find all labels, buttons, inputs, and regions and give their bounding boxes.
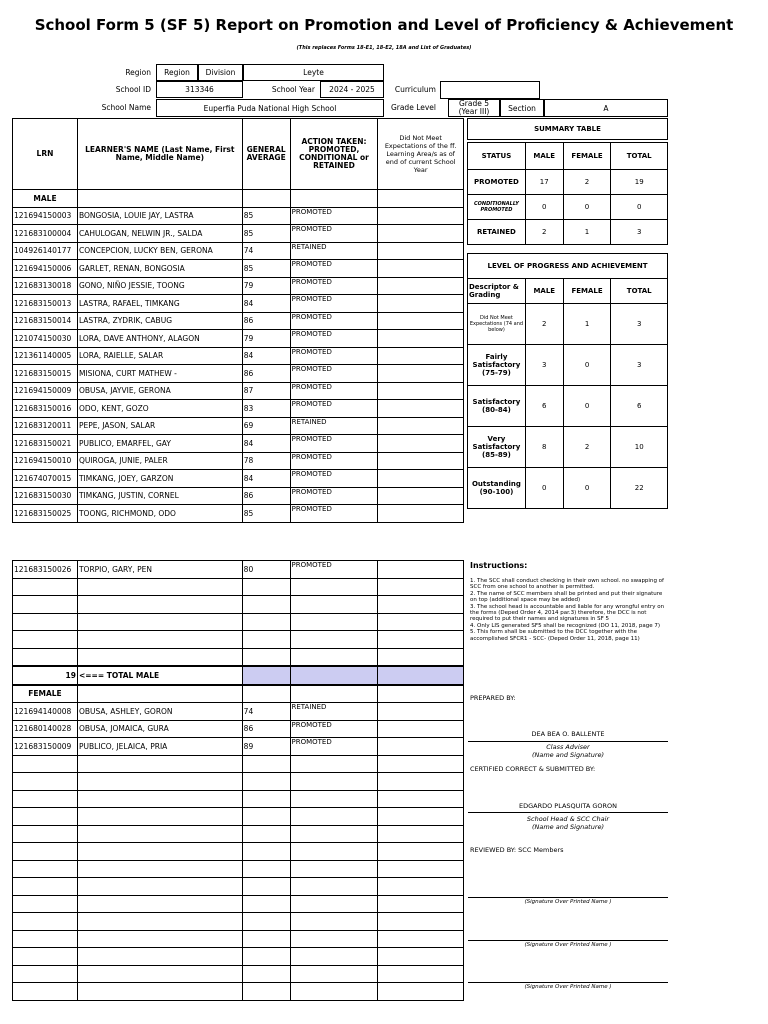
adviser-sub: (Name and Signature) [531, 751, 605, 759]
summary-male: 0 [525, 195, 563, 220]
progress-total: 3 [611, 345, 668, 386]
average-cell: 69 [242, 417, 290, 435]
lrn-cell: 121694150003 [13, 207, 78, 225]
dnme-cell [378, 207, 464, 225]
action-cell: PROMOTED [290, 312, 378, 330]
table-row [13, 435, 464, 453]
action-cell: PROMOTED [290, 225, 378, 243]
progress-female: 2 [563, 427, 611, 468]
col-lrn: LRN [13, 119, 78, 190]
school-id-value: 313346 [156, 81, 243, 98]
average-cell: 79 [242, 277, 290, 295]
summary-male: 2 [525, 220, 563, 245]
name-cell: LASTRA, RAFAEL, TIMKANG [77, 295, 242, 313]
certified-label: CERTIFIED CORRECT & SUBMITTED BY: [470, 765, 596, 773]
dnme-cell [378, 703, 464, 721]
name-cell: GONO, NIÑO JESSIE, TOONG [77, 277, 242, 295]
empty-row [13, 860, 464, 878]
progress-desc: Outstanding (90-100) [468, 468, 526, 509]
name-cell: LASTRA, ZYDRIK, CABUG [77, 312, 242, 330]
summary-female: 2 [563, 170, 611, 195]
table-row [13, 277, 464, 295]
grade-level-value: Grade 5 (Year III) [448, 99, 500, 117]
average-cell: 85 [242, 225, 290, 243]
learner-table-page2 [12, 560, 464, 1001]
empty-row [13, 948, 464, 966]
table-row [13, 400, 464, 418]
progress-male: 8 [525, 427, 563, 468]
reviewed-label: REVIEWED BY: SCC Members [470, 846, 564, 854]
name-cell: TOONG, RICHMOND, ODO [77, 505, 242, 523]
summary-row [468, 195, 668, 220]
summary-h-status: STATUS [468, 143, 526, 170]
section-label: Section [500, 99, 544, 117]
summary-female: 0 [563, 195, 611, 220]
name-cell: PEPE, JASON, SALAR [77, 417, 242, 435]
progress-male: 3 [525, 345, 563, 386]
instruction-item: 2. The name of SCC members shall be printed and put their signature on top (additional space may be added) [470, 590, 663, 604]
adviser-role: Class Adviser [546, 743, 590, 751]
dnme-cell [378, 330, 464, 348]
action-cell: PROMOTED [290, 435, 378, 453]
progress-female: 0 [563, 386, 611, 427]
instruction-item: 3. The school head is accountable and liable for any wrongful entry on the forms (Deped Order 4, 2014 par.3) therefore, the DCC is not required to put their names and signatures in SF 5 [470, 603, 665, 623]
table-row [13, 417, 464, 435]
instructions-list [470, 578, 668, 642]
empty-row [13, 773, 464, 791]
progress-female: 0 [563, 345, 611, 386]
action-cell: PROMOTED [290, 365, 378, 383]
action-cell: PROMOTED [290, 505, 378, 523]
curriculum-value [440, 81, 540, 99]
average-cell: 85 [242, 207, 290, 225]
division-label: Division [198, 64, 243, 81]
lrn-cell: 121683150021 [13, 435, 78, 453]
average-cell: 85 [242, 260, 290, 278]
dnme-cell [378, 365, 464, 383]
name-cell: CONCEPCION, LUCKY BEN, GERONA [77, 242, 242, 260]
action-cell: PROMOTED [290, 487, 378, 505]
average-cell: 80 [242, 561, 290, 579]
dnme-cell [378, 470, 464, 488]
dnme-cell [378, 417, 464, 435]
action-cell: PROMOTED [290, 295, 378, 313]
dnme-cell [378, 225, 464, 243]
action-cell: RETAINED [290, 417, 378, 435]
adviser-sig-line [468, 741, 668, 742]
table-row [13, 260, 464, 278]
head-sig-line [468, 812, 668, 813]
summary-total: 19 [611, 170, 668, 195]
summary-row [468, 170, 668, 195]
col-action: ACTION TAKEN: PROMOTED, CONDITIONAL or RETAINED [290, 119, 378, 190]
name-cell: GARLET, RENAN, BONGOSIA [77, 260, 242, 278]
average-cell: 86 [242, 720, 290, 738]
dnme-cell [378, 452, 464, 470]
table-row [13, 295, 464, 313]
progress-desc: Very Satisfactory (85-89) [468, 427, 526, 468]
empty-row [13, 913, 464, 931]
section-value: A [544, 99, 668, 117]
progress-row [468, 345, 668, 386]
name-cell: MISIONA, CURT MATHEW - [77, 365, 242, 383]
instruction-item: 4. Only LIS generated SF5 shall be recognized (DO 11, 2018, page 7) [470, 622, 660, 629]
scc-sig-caption-2: (Signature Over Printed Name ) [524, 942, 612, 948]
empty-row [13, 878, 464, 896]
table-row [13, 720, 464, 738]
name-cell: CAHULOGAN, NELWIN JR., SALDA [77, 225, 242, 243]
action-cell: PROMOTED [290, 720, 378, 738]
prepared-by-label: PREPARED BY: [470, 694, 516, 702]
lrn-cell: 121683150013 [13, 295, 78, 313]
name-cell: LORA, RAIELLE, SALAR [77, 347, 242, 365]
table-row [13, 207, 464, 225]
dnme-cell [378, 277, 464, 295]
instruction-item: 5. This form shall be submitted to the DCC together with the accomplished SFCR1 - SCC- (Deped Order 11, 2018, page 11) [470, 629, 640, 642]
table-row [13, 487, 464, 505]
summary-status: RETAINED [468, 220, 526, 245]
progress-table [467, 253, 668, 509]
empty-row [13, 965, 464, 983]
average-cell: 89 [242, 738, 290, 756]
lrn-cell: 121361140005 [13, 347, 78, 365]
head-name: EDGARDO PLASQUITA GORON [519, 802, 617, 810]
action-cell: PROMOTED [290, 277, 378, 295]
lrn-cell: 121683120011 [13, 417, 78, 435]
lrn-cell: 121074150030 [13, 330, 78, 348]
col-average: GENERAL AVERAGE [242, 119, 290, 190]
action-cell: PROMOTED [290, 452, 378, 470]
progress-h-desc: Descriptor & Grading [468, 279, 526, 304]
action-cell: PROMOTED [290, 347, 378, 365]
average-cell: 83 [242, 400, 290, 418]
progress-h-female: FEMALE [563, 279, 611, 304]
summary-h-male: MALE [525, 143, 563, 170]
lrn-cell: 121683150015 [13, 365, 78, 383]
lrn-cell: 121683150030 [13, 487, 78, 505]
scc-sig-line-3 [468, 982, 668, 983]
average-cell: 85 [242, 505, 290, 523]
average-cell: 84 [242, 295, 290, 313]
subtitle-note: (This replaces Forms 18-E1, 18-E2, 18A and List of Graduates) [296, 45, 472, 51]
action-cell: PROMOTED [290, 207, 378, 225]
action-cell: PROMOTED [290, 561, 378, 579]
grade-level-label: Grade Level [390, 103, 436, 112]
progress-male: 2 [525, 304, 563, 345]
summary-female: 1 [563, 220, 611, 245]
summary-total: 3 [611, 220, 668, 245]
action-cell: PROMOTED [290, 400, 378, 418]
dnme-cell [378, 260, 464, 278]
dnme-cell [378, 312, 464, 330]
lrn-cell: 121683150009 [13, 738, 78, 756]
instruction-item: 1. The SCC shall conduct checking in their own school. no swapping of SCC from one school to another is permitted. [470, 578, 664, 591]
progress-desc: Fairly Satisfactory (75-79) [468, 345, 526, 386]
dnme-cell [378, 505, 464, 523]
dnme-cell [378, 295, 464, 313]
table-row [13, 703, 464, 721]
table-row [13, 382, 464, 400]
head-role: School Head & SCC Chair [526, 815, 610, 823]
summary-male: 17 [525, 170, 563, 195]
progress-total: 6 [611, 386, 668, 427]
empty-row [13, 808, 464, 826]
division-value: Leyte [243, 64, 384, 81]
table-row [13, 242, 464, 260]
average-cell: 86 [242, 487, 290, 505]
empty-row [13, 930, 464, 948]
average-cell: 79 [242, 330, 290, 348]
lrn-cell: 121683100004 [13, 225, 78, 243]
adviser-name: DEA BEA O. BALLENTE [531, 730, 605, 738]
summary-status: CONDITIONALLY PROMOTED [468, 195, 526, 220]
progress-desc: Did Not Meet Expectations (74 and below) [468, 304, 526, 345]
empty-row [13, 790, 464, 808]
table-row [13, 312, 464, 330]
progress-total: 10 [611, 427, 668, 468]
dnme-cell [378, 738, 464, 756]
lrn-cell: 121674070015 [13, 470, 78, 488]
average-cell: 84 [242, 347, 290, 365]
name-cell: TORPIO, GARY, PEN [77, 561, 242, 579]
action-cell: PROMOTED [290, 382, 378, 400]
head-sub: (Name and Signature) [531, 823, 605, 831]
progress-male: 0 [525, 468, 563, 509]
progress-female: 1 [563, 304, 611, 345]
action-cell: RETAINED [290, 242, 378, 260]
table-row [13, 330, 464, 348]
average-cell: 84 [242, 470, 290, 488]
lrn-cell: 121683150026 [13, 561, 78, 579]
table-row [13, 347, 464, 365]
empty-row [13, 825, 464, 843]
summary-table [467, 118, 668, 245]
average-cell: 74 [242, 703, 290, 721]
empty-row [13, 755, 464, 773]
empty-row [13, 895, 464, 913]
progress-title: LEVEL OF PROGRESS AND ACHIEVEMENT [468, 254, 668, 279]
name-cell: ODO, KENT, GOZO [77, 400, 242, 418]
summary-h-total: TOTAL [611, 143, 668, 170]
dnme-cell [378, 561, 464, 579]
school-id-label: School ID [115, 85, 151, 94]
dnme-cell [378, 487, 464, 505]
average-cell: 86 [242, 365, 290, 383]
dnme-cell [378, 382, 464, 400]
school-name-value: Euperfia Puda National High School [156, 99, 384, 117]
progress-h-total: TOTAL [611, 279, 668, 304]
progress-desc: Satisfactory (80-84) [468, 386, 526, 427]
progress-row [468, 304, 668, 345]
dnme-cell [378, 347, 464, 365]
lrn-cell: 121680140028 [13, 720, 78, 738]
name-cell: TIMKANG, JOEY, GARZON [77, 470, 242, 488]
progress-female: 0 [563, 468, 611, 509]
summary-status: PROMOTED [468, 170, 526, 195]
name-cell: BONGOSIA, LOUIE JAY, LASTRA [77, 207, 242, 225]
action-cell: PROMOTED [290, 330, 378, 348]
dnme-cell [378, 242, 464, 260]
table-row [13, 561, 464, 579]
action-cell: RETAINED [290, 703, 378, 721]
scc-sig-line-2 [468, 940, 668, 941]
table-row [13, 470, 464, 488]
summary-title: SUMMARY TABLE [468, 119, 668, 140]
name-cell: PUBLICO, EMARFEL, GAY [77, 435, 242, 453]
progress-total: 22 [611, 468, 668, 509]
school-year-value: 2024 - 2025 [320, 81, 384, 98]
progress-row [468, 427, 668, 468]
summary-row [468, 220, 668, 245]
progress-male: 6 [525, 386, 563, 427]
summary-total: 0 [611, 195, 668, 220]
region-value: Region [156, 64, 198, 81]
table-row [13, 452, 464, 470]
name-cell: QUIROGA, JUNIE, PALER [77, 452, 242, 470]
section-female: FEMALE [13, 685, 78, 703]
table-row [13, 738, 464, 756]
region-label: Region [125, 68, 151, 77]
action-cell: PROMOTED [290, 260, 378, 278]
school-year-label: School Year [271, 85, 315, 94]
lrn-cell: 121683150014 [13, 312, 78, 330]
table-row [13, 365, 464, 383]
lrn-cell: 121694150006 [13, 260, 78, 278]
action-cell: PROMOTED [290, 470, 378, 488]
name-cell: OBUSA, JAYVIE, GERONA [77, 382, 242, 400]
average-cell: 87 [242, 382, 290, 400]
scc-sig-line-1 [468, 897, 668, 898]
average-cell: 74 [242, 242, 290, 260]
lrn-cell: 121683130018 [13, 277, 78, 295]
name-cell: LORA, DAVE ANTHONY, ALAGON [77, 330, 242, 348]
scc-sig-caption-3: (Signature Over Printed Name ) [524, 984, 612, 990]
average-cell: 84 [242, 435, 290, 453]
dnme-cell [378, 400, 464, 418]
name-cell: OBUSA, JOMAICA, GURA [77, 720, 242, 738]
dnme-cell [378, 720, 464, 738]
col-dnme: Did Not Meet Expectations of the ff. Learning Area/s as of end of current School Year [378, 119, 464, 190]
empty-row [13, 843, 464, 861]
col-name: LEARNER'S NAME (Last Name, First Name, Middle Name) [77, 119, 242, 190]
progress-row [468, 386, 668, 427]
lrn-cell: 121694150010 [13, 452, 78, 470]
section-male: MALE [13, 190, 78, 208]
name-cell: TIMKANG, JUSTIN, CORNEL [77, 487, 242, 505]
lrn-cell: 121694150009 [13, 382, 78, 400]
table-row [13, 225, 464, 243]
lrn-cell: 121694140008 [13, 703, 78, 721]
lrn-cell: 121683150025 [13, 505, 78, 523]
name-cell: PUBLICO, JELAICA, PRIA [77, 738, 242, 756]
lrn-cell: 104926140177 [13, 242, 78, 260]
empty-row [13, 983, 464, 1001]
dnme-cell [378, 435, 464, 453]
instructions-title: Instructions: [470, 561, 528, 570]
school-name-label: School Name [101, 103, 151, 112]
curriculum-label: Curriculum [394, 85, 436, 94]
table-row [13, 505, 464, 523]
learner-table [12, 118, 464, 523]
average-cell: 78 [242, 452, 290, 470]
lrn-cell: 121683150016 [13, 400, 78, 418]
scc-sig-caption-1: (Signature Over Printed Name ) [524, 899, 612, 905]
progress-row [468, 468, 668, 509]
average-cell: 86 [242, 312, 290, 330]
progress-h-male: MALE [525, 279, 563, 304]
total-male-label: <=== TOTAL MALE [77, 666, 242, 685]
summary-h-female: FEMALE [563, 143, 611, 170]
action-cell: PROMOTED [290, 738, 378, 756]
page-title: School Form 5 (SF 5) Report on Promotion and Level of Proficiency & Achievement [34, 16, 734, 34]
total-male-count: 19 [13, 666, 78, 685]
name-cell: OBUSA, ASHLEY, GORON [77, 703, 242, 721]
progress-total: 3 [611, 304, 668, 345]
